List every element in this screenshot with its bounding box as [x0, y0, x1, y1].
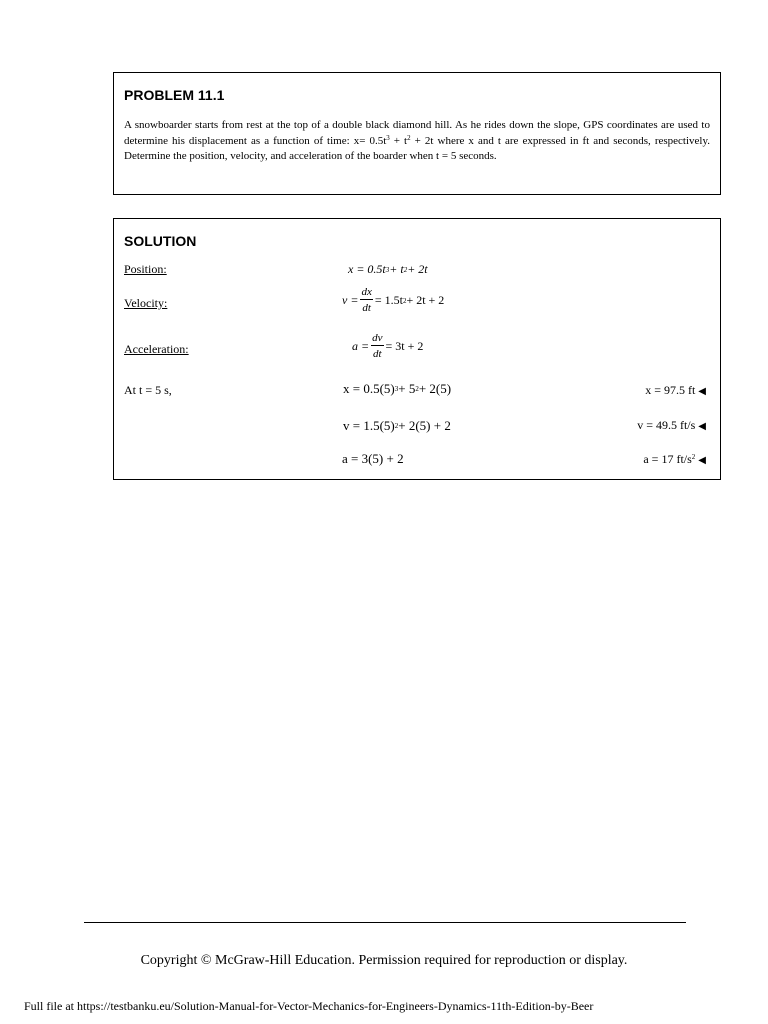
- problem-box: [113, 72, 721, 195]
- problem-statement: A snowboarder starts from rest at the top of a double black diamond hill. As he rides down the slope, GPS coordinates are used to determine his displacement as a function of time: $x= 0.5t^3 + t^2 + 2t$ where x and t are expressed in ft and seconds, respectively. Determine the position, velocity, and acceleration of the boarder when t = 5 seconds.: [124, 119, 710, 162]
- at-time-label: At t = 5 s,: [124, 383, 172, 397]
- acceleration-calculation: a = 3(5) + 2: [342, 451, 404, 466]
- position-label: Position:: [124, 262, 167, 276]
- full-file-link[interactable]: Full file at https://testbanku.eu/Solution-Manual-for-Vector-Mechanics-for-Engineers-Dynamics-11th-Edition-by-Beer: [24, 999, 594, 1013]
- position-equation: x = 0.5t 3 + t 2 + 2t: [348, 262, 428, 276]
- result-marker-icon: ◀: [698, 455, 706, 466]
- acceleration-derivative-fraction: $\frac{dv}{dt}$: [372, 332, 383, 360]
- position-calculation: x = 0.5(5) 3 + 5 2 + 2(5): [343, 381, 452, 396]
- velocity-answer: v = 49.5 ft/s ◀: [637, 418, 706, 432]
- result-marker-icon: ◀: [698, 421, 706, 432]
- velocity-label: Velocity:: [124, 296, 168, 310]
- velocity-calculation: v = 1.5(5) 2 + 2(5) + 2: [343, 418, 451, 433]
- result-marker-icon: ◀: [698, 386, 706, 397]
- velocity-equation: v = $\frac{dx}{dt}$ = 1.5t 2 + 2t + 2: [342, 286, 445, 314]
- solution-heading: SOLUTION: [124, 233, 197, 249]
- acceleration-equation: a = $\frac{dv}{dt}$ = 3t + 2: [352, 332, 424, 360]
- copyright-notice: Copyright © McGraw-Hill Education. Permission required for reproduction or display.: [140, 953, 628, 968]
- velocity-derivative-fraction: $\frac{dx}{dt}$: [361, 286, 372, 314]
- solution-box: [113, 218, 721, 480]
- position-answer: x = 97.5 ft ◀: [645, 383, 706, 397]
- problem-heading: PROBLEM 11.1: [124, 87, 225, 103]
- acceleration-label: Acceleration:: [124, 342, 189, 356]
- footer-divider: [84, 922, 686, 923]
- acceleration-answer: a = 17 $ft/s^2$ ◀: [643, 452, 706, 466]
